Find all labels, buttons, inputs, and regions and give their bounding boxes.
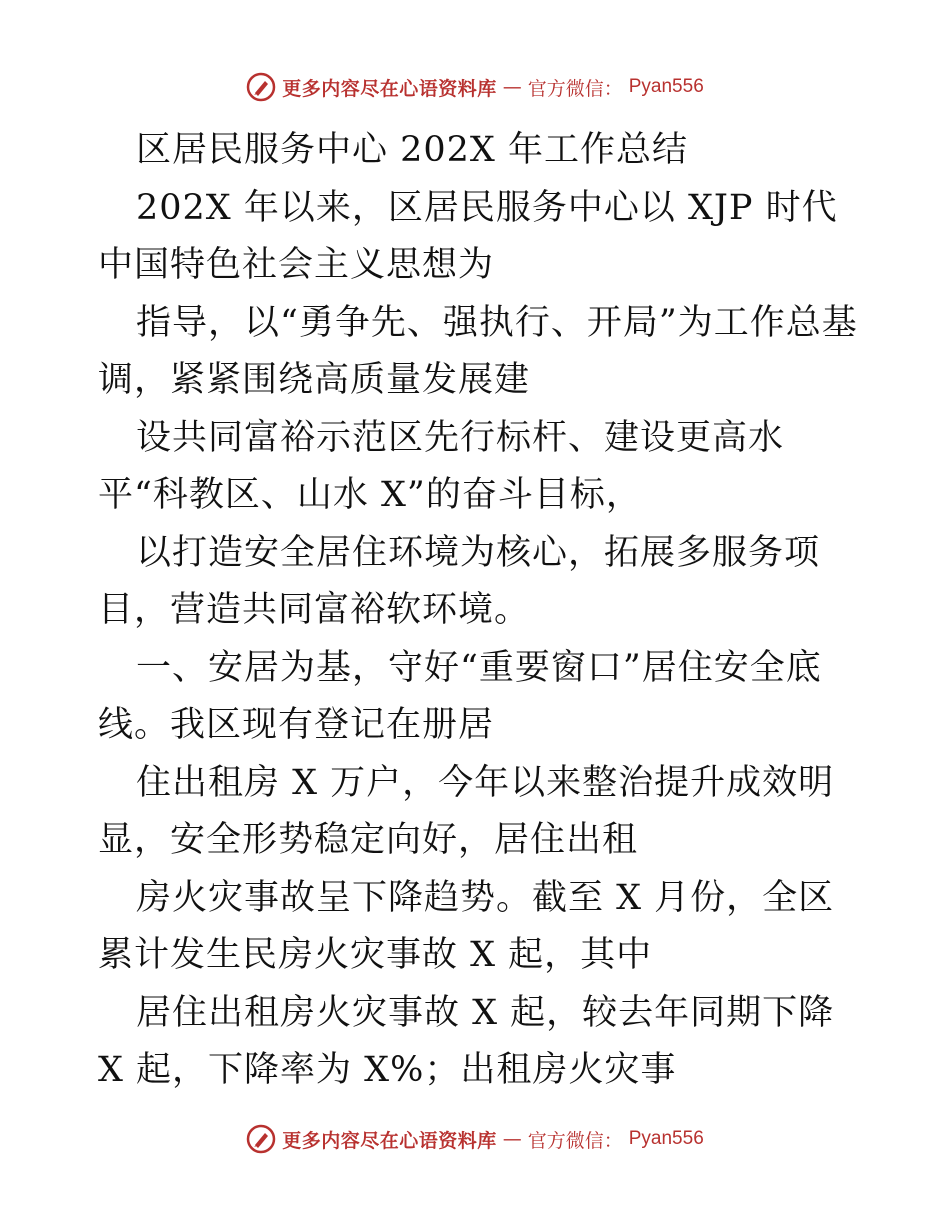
pen-seal-icon bbox=[246, 72, 276, 102]
paragraph: 202X 年以来，区居民服务中心以 XJP 时代中国特色社会主义思想为 bbox=[98, 187, 838, 285]
paragraph: 以打造安全居住环境为核心，拓展多服务项目，营造共同富裕软环境。 bbox=[98, 532, 821, 630]
paragraph: 住出租房 X 万户，今年以来整治提升成效明显，安全形势稳定向好，居住出租 bbox=[98, 762, 835, 860]
banner-separator: — bbox=[502, 76, 522, 98]
document-title: 区居民服务中心 202X 年工作总结 bbox=[136, 130, 688, 170]
paragraph: 一、安居为基，守好“重要窗口”居住安全底线。我区现有登记在册居 bbox=[98, 647, 822, 745]
banner-separator: — bbox=[502, 1128, 522, 1150]
paragraph: 指导，以“勇争先、强执行、开局”为工作总基调，紧紧围绕高质量发展建 bbox=[98, 302, 858, 400]
document-body bbox=[98, 122, 858, 1100]
wechat-handle: Pyan556 bbox=[628, 1128, 704, 1149]
paragraph: 房火灾事故呈下降趋势。截至 X 月份，全区累计发生民房火灾事故 X 起，其中 bbox=[98, 877, 835, 975]
paragraph: 居住出租房火灾事故 X 起，较去年同期下降 X 起，下降率为 X%；出租房火灾事 bbox=[98, 992, 835, 1090]
footer-banner bbox=[0, 1124, 950, 1154]
wechat-handle: Pyan556 bbox=[628, 76, 704, 97]
header-banner bbox=[0, 72, 950, 102]
official-label: 官方微信： bbox=[527, 77, 623, 100]
official-label: 官方微信： bbox=[527, 1129, 623, 1152]
paragraph: 设共同富裕示范区先行标杆、建设更高水平“科教区、山水 X”的奋斗目标， bbox=[98, 417, 785, 515]
pen-seal-icon bbox=[246, 1124, 276, 1154]
library-text: 更多内容尽在心语资料库 bbox=[282, 77, 497, 100]
library-text: 更多内容尽在心语资料库 bbox=[282, 1129, 497, 1152]
